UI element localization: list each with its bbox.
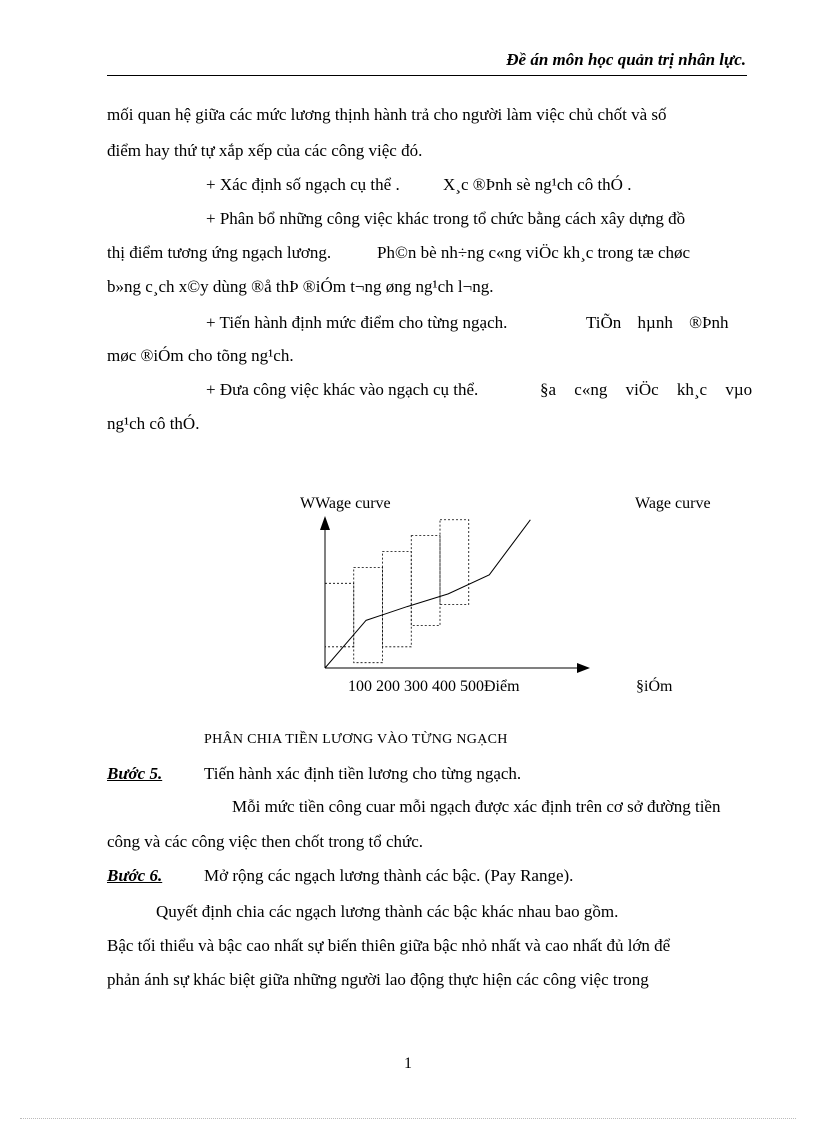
- garbled-text: §a c«ng viÖc kh¸c vµo: [540, 380, 753, 399]
- x-axis-arrow: [577, 663, 590, 673]
- page-header: Đề án môn học quản trị nhân lực.: [506, 50, 746, 69]
- x-tick-labels: 100 200 300 400 500Điểm: [348, 678, 520, 695]
- step5-label: Bước 5.: [107, 764, 163, 783]
- list-item: + Xác định số ngạch cụ thể .: [206, 175, 400, 194]
- paragraph-line: mối quan hệ giữa các mức lương thịnh hành trả cho người làm việc chủ chốt và số: [107, 105, 667, 124]
- list-item: + Phân bổ những công việc khác trong tổ chức bằng cách xây dựng đồ: [206, 209, 686, 228]
- y-axis-arrow: [320, 516, 330, 530]
- header-rule: [107, 75, 747, 76]
- chart-caption: PHÂN CHIA TIỀN LƯƠNG VÀO TỪNG NGẠCH: [204, 732, 508, 747]
- x-axis-label: §iÓm: [636, 678, 673, 695]
- step5-text: Tiến hành xác định tiền lương cho từng ngạch.: [204, 764, 522, 783]
- step6-label-wrap: [107, 866, 162, 886]
- garbled-text: X¸c ®Þnh sè ng¹ch cô thÓ .: [443, 175, 632, 194]
- step6-label: Bước 6.: [107, 866, 163, 885]
- garbled-text: ng¹ch cô thÓ.: [107, 414, 200, 433]
- wage-curve-chart: [290, 478, 750, 708]
- step6-text: Mở rộng các ngạch lương thành các bậc. (Pay Range).: [204, 866, 574, 885]
- garbled-text: møc ®iÓm cho tõng ng¹ch.: [107, 346, 294, 365]
- page-bottom-border: [20, 1118, 796, 1119]
- list-item: + Tiến hành định mức điểm cho từng ngạch.: [206, 313, 508, 332]
- page-number: 1: [404, 1055, 412, 1072]
- pay-range-box: [440, 520, 469, 605]
- pay-range-box: [354, 567, 383, 662]
- paragraph-line: công và các công việc then chốt trong tổ chức.: [107, 832, 424, 851]
- garbled-text: Ph©n bè nh÷ng c«ng viÖc kh¸c trong tæ chøc: [377, 243, 691, 262]
- side-label: Wage curve: [635, 495, 711, 512]
- paragraph-line: phản ánh sự khác biệt giữa những người lao động thực hiện các công việc trong: [107, 970, 649, 989]
- garbled-text: TiÕn hµnh ®Þnh: [586, 313, 729, 332]
- garbled-text: b»ng c¸ch x©y dùng ®å thÞ ®iÓm t¬ng øng ng¹ch l¬ng.: [107, 277, 494, 296]
- step5-label-wrap: [107, 764, 162, 784]
- list-item: + Đưa công việc khác vào ngạch cụ thể.: [206, 380, 479, 399]
- paragraph-line: Bậc tối thiểu và bậc cao nhất sự biến thiên giữa bậc nhỏ nhất và cao nhất đủ lớn để: [107, 936, 671, 955]
- paragraph-line: thị điểm tương ứng ngạch lương.: [107, 243, 332, 262]
- curve-label: WWage curve: [300, 495, 391, 512]
- pay-range-box: [383, 552, 412, 647]
- paragraph-line: điểm hay thứ tự xắp xếp của các công việc đó.: [107, 141, 423, 160]
- pay-range-box: [325, 583, 354, 647]
- pay-range-box: [411, 536, 440, 626]
- paragraph-line: Quyết định chia các ngạch lương thành các bậc khác nhau bao gồm.: [156, 902, 619, 921]
- paragraph-line: Mỗi mức tiền công cuar mỗi ngạch được xác định trên cơ sở đường tiền: [232, 797, 721, 816]
- wage-curve-line: [325, 520, 530, 668]
